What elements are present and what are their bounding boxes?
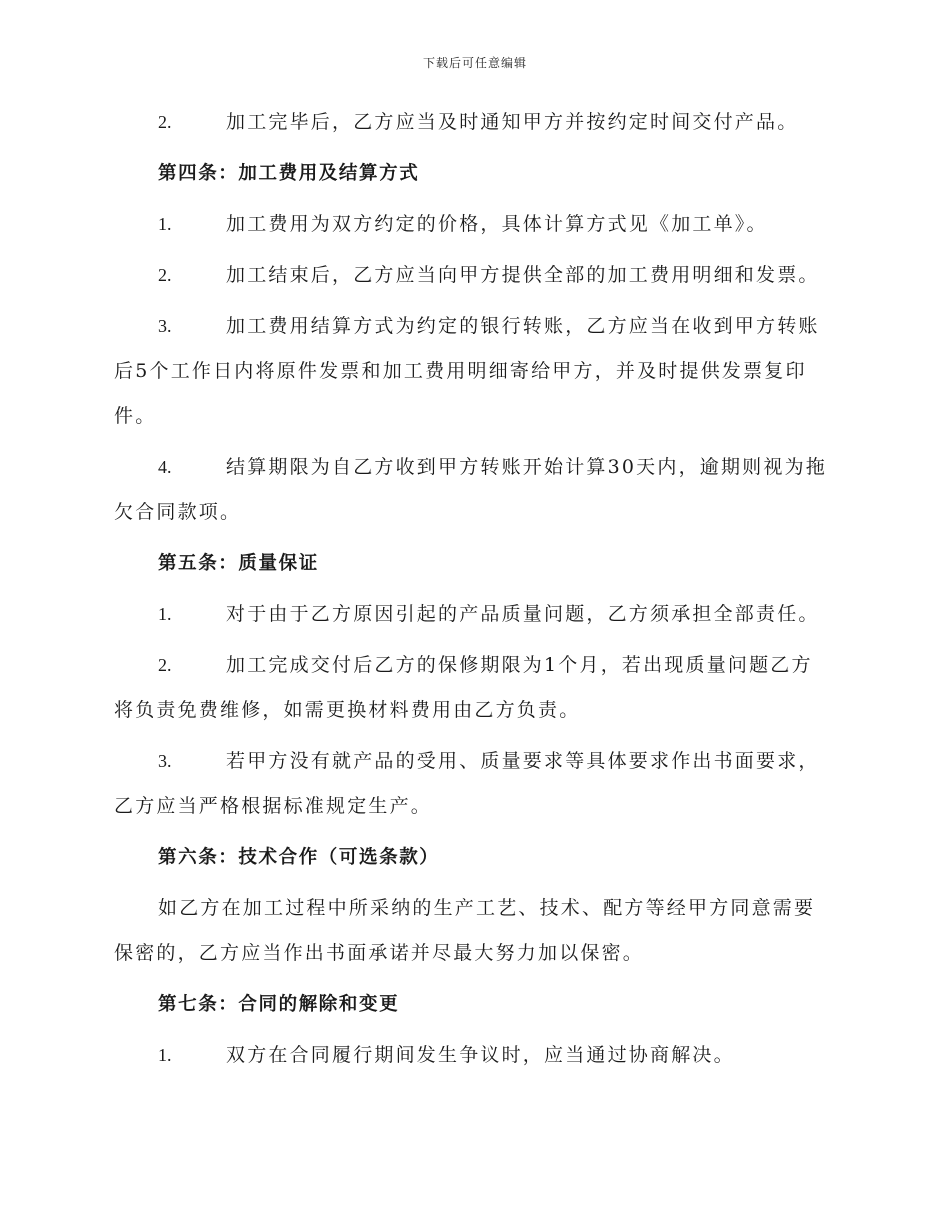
section-heading: 第六条：技术合作（可选条款） [158,847,440,868]
item-number: 3. [158,316,172,336]
document-body [114,100,832,1084]
clause-item [114,202,832,247]
item-text: 加工费用为双方约定的价格，具体计算方式见《加工单》。 [226,213,768,235]
item-number: 1. [158,214,172,234]
item-text: 加工费用结算方式为约定的银行转账，乙方应当在收到甲方转账后5个工作日内将原件发票和加工费用明细寄给甲方，并及时提供发票复印件。 [114,315,820,427]
item-text: 双方在合同履行期间发生争议时，应当通过协商解决。 [226,1044,735,1066]
item-number: 1. [158,604,172,624]
section-heading: 第五条：质量保证 [158,553,319,574]
item-text: 对于由于乙方原因引起的产品质量问题，乙方须承担全部责任。 [226,603,820,625]
clause-item [114,445,832,535]
clause-item [114,1033,832,1078]
item-text: 若甲方没有就产品的受用、质量要求等具体要求作出书面要求，乙方应当严格根据标准规定生产。 [114,750,820,817]
item-text: 加工结束后，乙方应当向甲方提供全部的加工费用明细和发票。 [226,264,820,286]
clause-paragraph: 如乙方在加工过程中所采纳的生产工艺、技术、配方等经甲方同意需要保密的，乙方应当作出书面承诺并尽最大努力加以保密。 [114,897,816,964]
item-text: 加工完成交付后乙方的保修期限为1个月，若出现质量问题乙方将负责免费维修，如需更换材料费用由乙方负责。 [114,654,813,721]
item-number: 2. [158,112,172,132]
item-number: 2. [158,655,172,675]
item-number: 3. [158,751,172,771]
page-header: 下载后可任意编辑 [422,56,527,70]
section-heading: 第四条：加工费用及结算方式 [158,163,420,184]
clause-item [114,304,832,439]
clause-item [114,739,832,829]
section-heading: 第七条：合同的解除和变更 [158,994,400,1015]
clause-item [114,592,832,637]
item-number: 1. [158,1045,172,1065]
clause-item [114,643,832,733]
clause-item [114,253,832,298]
item-text: 加工完毕后，乙方应当及时通知甲方并按约定时间交付产品。 [226,111,799,133]
item-number: 2. [158,265,172,285]
clause-item [114,100,832,145]
item-number: 4. [158,457,172,477]
item-text: 结算期限为自乙方收到甲方转账开始计算30天内，逾期则视为拖欠合同款项。 [114,456,827,523]
